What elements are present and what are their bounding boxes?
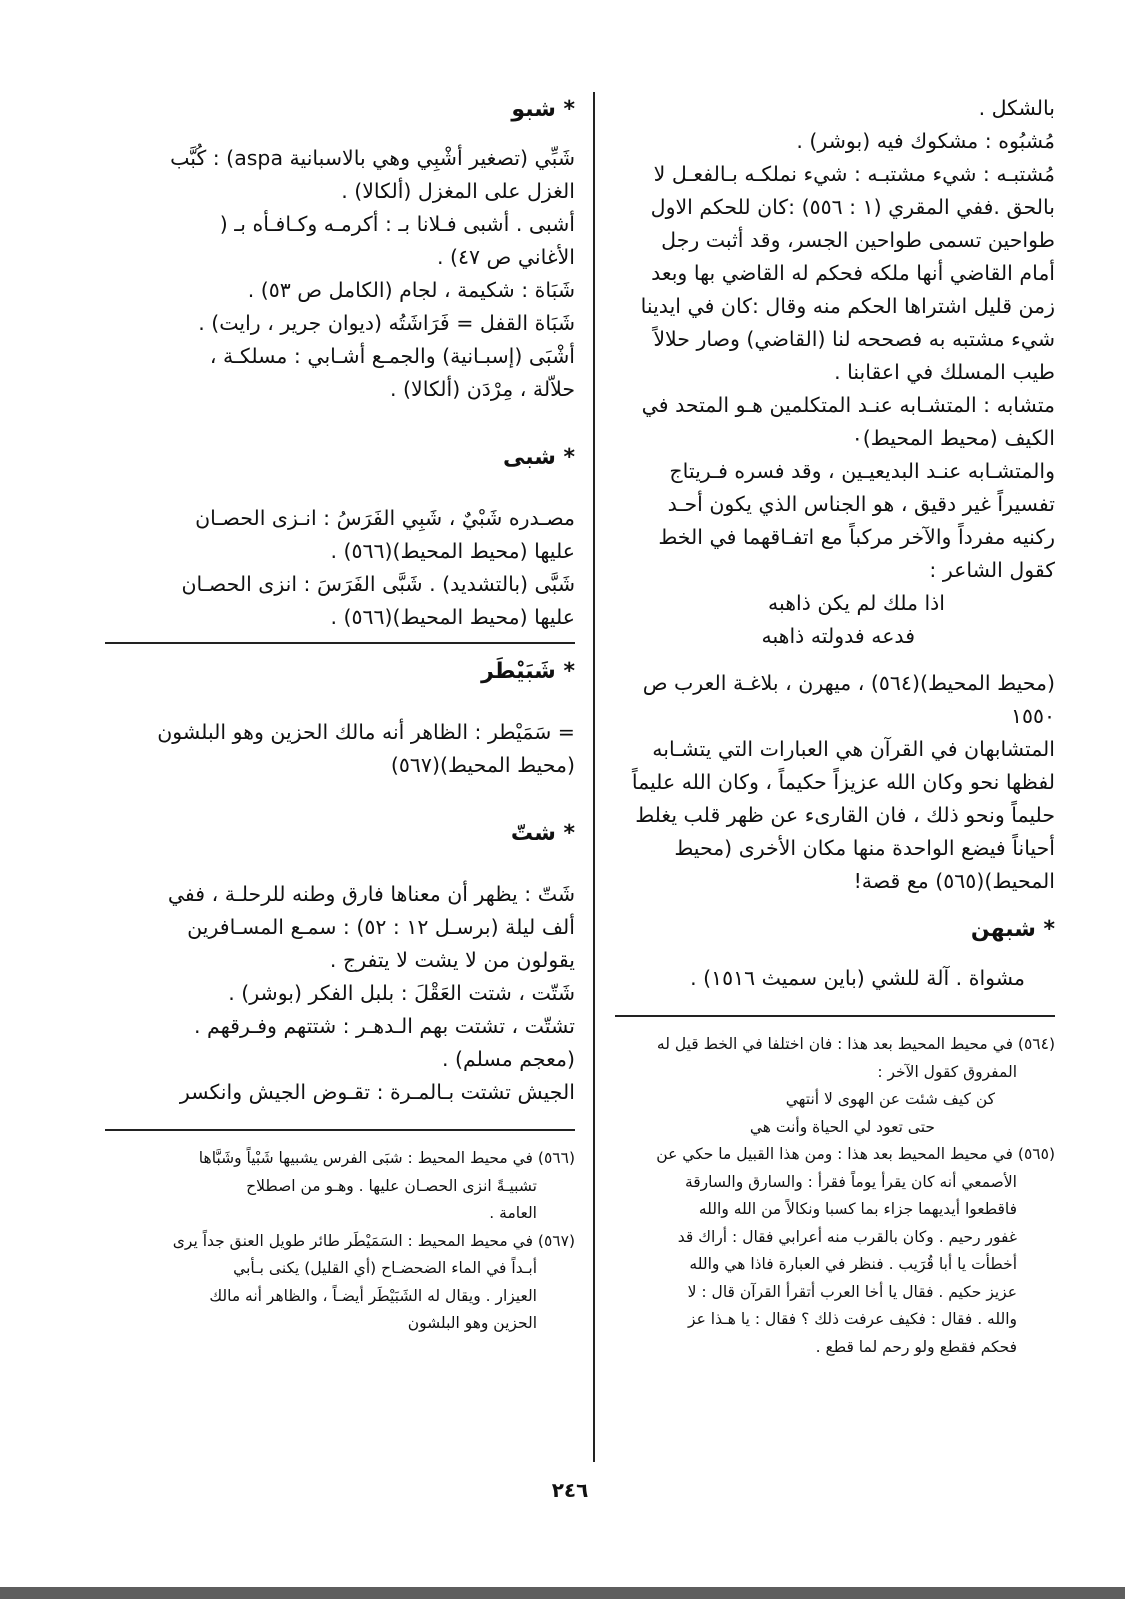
text-line: لفظها نحو وكان الله عزيزاً حكيماً ، وكان الله عليماً bbox=[631, 770, 1055, 794]
entry-heading-shabaytar: * شَبَيْطَر bbox=[481, 659, 575, 684]
right-column bbox=[615, 92, 1055, 1361]
text-line: والمتشـابه عنـد البديعيـين ، وقد فسره فـريتاج bbox=[669, 459, 1055, 483]
text-line: = سَمَيْطر : الظاهر أنه مالك الحزين وهو البلشون bbox=[157, 720, 575, 744]
footnote-line: غفور رحيم . وكان بالقرب منه أعرابي فقال : أراك قد bbox=[677, 1227, 1017, 1246]
left-footnotes bbox=[105, 1145, 575, 1338]
footnote-line: (٥٦٧) في محيط المحيط : السَمَيْطَر طائر طويل العنق جداً يرى bbox=[172, 1231, 575, 1250]
footnote-divider bbox=[615, 1015, 1055, 1017]
text-line: تشتّت ، تشتت بهم الـدهـر : شتتهم وفـرقهم . bbox=[194, 1014, 575, 1038]
text-line: طواحين تسمى طواحين الجسر، وقد أثبت رجل bbox=[661, 228, 1055, 252]
text-line: أشبى . أشبى فـلانا بـ : أكرمـه وكـافـأه بـ ( bbox=[219, 212, 575, 236]
section-divider bbox=[105, 642, 575, 644]
footnote-line: العيزار . ويقال له الشَبَيْطَر أيضـاً ، والظاهر أنه مالك bbox=[209, 1286, 537, 1305]
text-line: مصـدره شَبْيٌ ، شَبِي الفَرَسُ : انـزى الحصـان bbox=[195, 506, 575, 530]
footnote-line: الأصمعي أنه كان يقرأ يوماً فقرأ : والسارق والسارقة bbox=[684, 1172, 1017, 1191]
entry-heading-shaba: * شبى bbox=[502, 445, 575, 470]
text-line: (محيط المحيط)(٥٦٤) ، ميهرن ، بلاغـة العرب ص bbox=[642, 671, 1055, 695]
text-line: (معجم مسلم) . bbox=[442, 1047, 575, 1071]
footnote-line: المفروق كقول الآخر : bbox=[877, 1062, 1017, 1081]
text-line: مُشبُوه : مشكوك فيه (بوشر) . bbox=[796, 129, 1055, 153]
entry-heading-shabhan: * شبهن bbox=[970, 917, 1055, 942]
text-line: شَتّ : يظهر أن معناها فارق وطنه للرحلـة ، ففي bbox=[167, 882, 575, 906]
text-line: زمن قليل اشتراها الحكم منه وقال :كان في ايدينا bbox=[640, 294, 1055, 318]
text-line: بالشكل . bbox=[978, 96, 1055, 120]
footnote-verse-line: حتى تعود لي الحياة وأنت هي bbox=[749, 1117, 935, 1136]
text-line: تفسيراً غير دقيق ، هو الجناس الذي يكون أحـد bbox=[667, 492, 1055, 516]
footnote-line: أخطأت يا أبا قُرَيب . فنظر في العبارة فاذا هي والله bbox=[689, 1255, 1017, 1273]
text-line: عليها (محيط المحيط)(٥٦٦) . bbox=[330, 539, 575, 563]
text-line: شَبَّى (بالتشديد) . شَبَّى الفَرَسَ : انزى الحصـان bbox=[181, 572, 575, 596]
right-main-text bbox=[615, 92, 1055, 898]
text-line: طيب المسلك في اعقابنا . bbox=[834, 360, 1055, 384]
text-line: شَبَاة القفل = فَرَاشَتُه (ديوان جرير ، رايت) . bbox=[198, 311, 575, 335]
text-line: الغزل على المغزل (ألكالا) . bbox=[341, 179, 575, 203]
text-line: الجيش تشتت بـالمـرة : تقـوض الجيش وانكسر bbox=[179, 1080, 575, 1104]
column-divider bbox=[593, 92, 595, 1462]
text-line: مشواة . آلة للشي (باين سميث ١٥١٦) . bbox=[690, 966, 1025, 990]
footnote-line: العامة . bbox=[489, 1204, 537, 1222]
text-line: شيء مشتبه به فصححه لنا (القاضي) وصار حلالاً bbox=[653, 327, 1055, 351]
footnote-line: فحكم فقطع ولو رحم لما قطع . bbox=[815, 1337, 1017, 1356]
right-footnotes bbox=[615, 1031, 1055, 1361]
footnote-line: (٥٦٦) في محيط المحيط : شبَى الفرس يشبيها شَبْياً وشَبَّاها bbox=[198, 1149, 575, 1167]
text-line: (محيط المحيط)(٥٦٧) bbox=[390, 753, 575, 777]
text-line: أمام القاضي أنها ملكه فحكم له القاضي بها وبعد bbox=[651, 261, 1055, 285]
page-number: ٢٤٦ bbox=[551, 1478, 589, 1502]
text-line: شَتّت ، شتت العَقْلَ : بلبل الفكر (بوشر) . bbox=[228, 981, 575, 1005]
text-line: الكيف (محيط المحيط)٠ bbox=[851, 426, 1055, 450]
footnote-line: والله . فقال : فكيف عرفت ذلك ؟ فقال : يا هـذا عز bbox=[688, 1310, 1017, 1328]
text-line: ألف ليلة (برسـل ١٢ : ٥٢) : سمـع المسـافرين bbox=[187, 915, 575, 939]
text-line: مُشتبـه : شيء مشتبـه : شيء نملكـه بـالفعـل لا bbox=[653, 162, 1055, 186]
footnote-divider bbox=[105, 1129, 575, 1131]
verse-line: فدعه فدولته ذاهبه bbox=[761, 624, 915, 648]
text-line: عليها (محيط المحيط)(٥٦٦) . bbox=[330, 605, 575, 629]
text-line: الأغاني ص ٤٧) . bbox=[436, 245, 575, 269]
footnote-line: أبـداً في الماء الضحضـاح (أي القليل) يكنى بـأبي bbox=[233, 1259, 537, 1277]
text-line: حلاّلة ، مِرْدَن (ألكالا) . bbox=[389, 377, 575, 401]
left-column bbox=[105, 92, 575, 1338]
footnote-line: عزيز حكيم . فقال يا أخا العرب أتقرأ القرآن قال : لا bbox=[687, 1282, 1017, 1301]
text-line: بالحق .ففي المقري (١ : ٥٥٦) :كان للحكم الاول bbox=[650, 195, 1055, 219]
footnote-line: تشبيـةً انزى الحصـان عليها . وهـو من اصطلاح bbox=[246, 1176, 537, 1195]
footnote-line: الحزين وهو البلشون bbox=[407, 1314, 537, 1332]
text-line: حليماً ونحو ذلك ، فان القارىء عن ظهر قلب يغلط bbox=[635, 803, 1055, 827]
text-line: أحياناً فيضع الواحدة منها مكان الأخرى (محيط bbox=[674, 836, 1055, 860]
entry-heading-shatt: * شتّ bbox=[510, 821, 575, 846]
entry-heading-shabw: * شبو bbox=[511, 97, 575, 122]
text-line: ١٥٥٠ bbox=[1010, 704, 1055, 728]
text-line: المتشابهان في القرآن هي العبارات التي يتشـابه bbox=[652, 737, 1055, 761]
footnote-line: فاقطعوا أيديهما جزاء بما كسبا ونكالاً من الله والله bbox=[698, 1200, 1017, 1218]
text-line: ركنيه مفرداً والآخر مركباً مع اتفـاقهما في الخط bbox=[658, 525, 1055, 549]
text-line: كقول الشاعر : bbox=[929, 558, 1055, 582]
verse-line: اذا ملك لم يكن ذاهبه bbox=[768, 591, 945, 615]
text-line: شَبِّي (تصغير أشْبِي وهي بالاسبانية aspa) : كُبَّب bbox=[170, 146, 575, 170]
footnote-verse-line: كن كيف شئت عن الهوى لا أنتهي bbox=[785, 1090, 995, 1108]
text-line: شَبَاة : شكيمة ، لجام (الكامل ص ٥٣) . bbox=[247, 278, 575, 302]
text-line: يقولون من لا يشت لا يتفرج . bbox=[329, 948, 575, 972]
scan-edge-bar bbox=[0, 1587, 1125, 1599]
footnote-line: (٥٦٤) في محيط المحيط بعد هذا : فان اختلفا في الخط قيل له bbox=[656, 1035, 1055, 1053]
text-line: متشابه : المتشـابه عنـد المتكلمين هـو المتحد في bbox=[641, 393, 1055, 417]
text-line: أشْبَى (إسبـانية) والجمـع أشـابي : مسلكـة ، bbox=[209, 344, 575, 368]
footnote-line: (٥٦٥) في محيط المحيط بعد هذا : ومن هذا القبيل ما حكي عن bbox=[656, 1145, 1055, 1163]
text-line: المحيط)(٥٦٥) مع قصة! bbox=[853, 869, 1055, 893]
